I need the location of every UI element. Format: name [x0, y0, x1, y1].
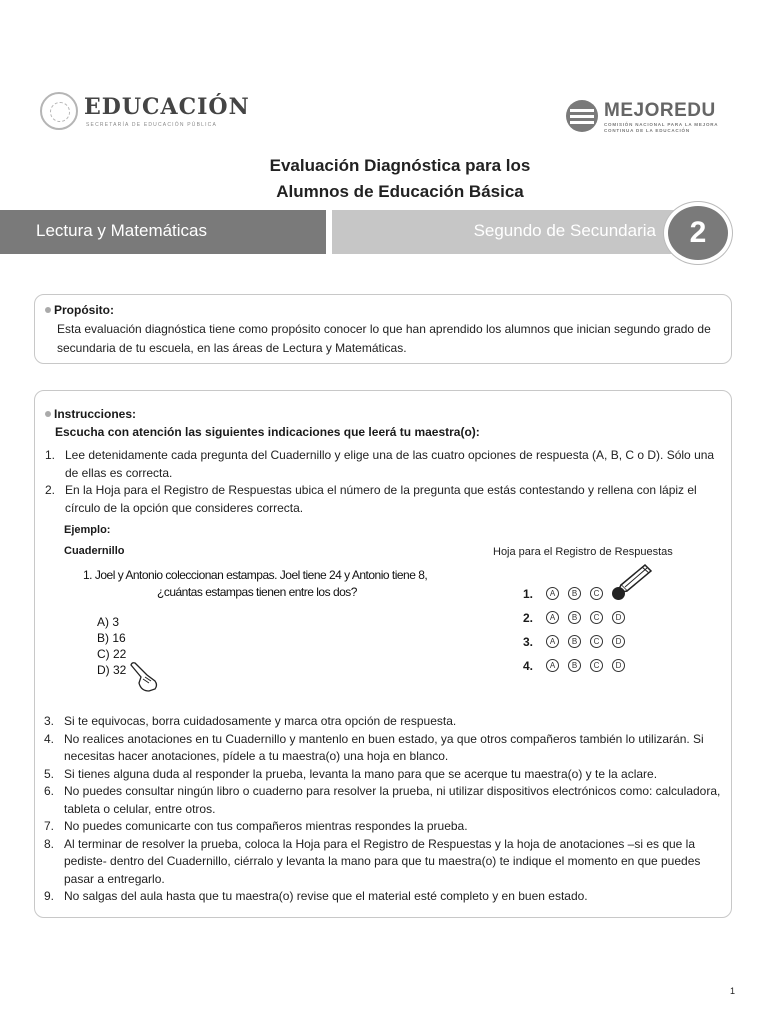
- answer-bubble[interactable]: D: [612, 659, 625, 672]
- answer-row-number: 3.: [523, 635, 534, 649]
- list-item-number: 1.: [45, 448, 56, 462]
- list-item-text: No puedes comunicarte con tus compañeros mientras respondes la prueba.: [64, 819, 468, 833]
- example-question-line2: ¿cuántas estampas tienen entre los dos?: [157, 585, 357, 599]
- answer-row-number: 4.: [523, 659, 534, 673]
- example-option-d: D) 32: [97, 663, 127, 677]
- example-option-b: B) 16: [97, 631, 126, 645]
- purpose-heading: [45, 303, 114, 317]
- document-title-line2: Alumnos de Educación Básica: [276, 182, 524, 201]
- answer-bubble[interactable]: B: [568, 587, 581, 600]
- mejoredu-logo-title: MEJOREDU: [604, 100, 716, 121]
- list-item: [44, 713, 728, 731]
- list-item-text: En la Hoja para el Registro de Respuestas ubica el número de la pregunta que estás contestando y rellena con lápiz el círculo de la opción que consideres correcta.: [65, 483, 697, 515]
- list-item-number: 5.: [44, 766, 55, 781]
- educacion-logo: [40, 92, 250, 136]
- mejoredu-logo-subtitle: COMISIÓN NACIONAL PARA LA MEJORA CONTINUA DE LA EDUCACIÓN: [604, 122, 719, 133]
- list-item-number: 4.: [44, 731, 55, 746]
- list-item: [44, 836, 728, 889]
- instructions-intro: Escucha con atención las siguientes indicaciones que leerá tu maestra(o):: [55, 425, 480, 439]
- answer-row-number: 2.: [523, 611, 534, 625]
- answer-bubble[interactable]: C: [590, 635, 603, 648]
- instructions-list-a: [45, 447, 725, 517]
- answer-row-number: 1.: [523, 587, 534, 601]
- pointing-hand-icon: [127, 661, 161, 697]
- list-item-text: Al terminar de resolver la prueba, coloca la Hoja para el Registro de Respuestas y la hoja de anotaciones –si es que la pediste- dentro del Cuadernillo, ciérralo y levanta la mano para que tu maestra(o) te indique el momento en que puedes pasar a entregarlo.: [64, 836, 701, 886]
- grade-label: Segundo de Secundaria: [473, 221, 656, 240]
- list-item-number: 6.: [44, 784, 55, 798]
- mejoredu-logo: [566, 98, 736, 138]
- answer-row: [523, 635, 663, 651]
- answer-sheet-title: Hoja para el Registro de Respuestas: [493, 546, 673, 558]
- grade-number-badge: [664, 202, 732, 264]
- list-item: [44, 731, 728, 766]
- purpose-text: Esta evaluación diagnóstica tiene como propósito conocer lo que han aprendido los alumnos que inician segundo grado de secundaria de tu escuela, en las áreas de Lectura y Matemáticas.: [57, 322, 711, 355]
- national-seal-icon: [40, 92, 78, 130]
- document-title: [0, 153, 770, 205]
- list-item: [44, 818, 728, 836]
- list-item: [44, 766, 728, 784]
- subject-band: [0, 210, 326, 254]
- grade-band: [332, 210, 702, 254]
- list-item-text: No realices anotaciones en tu Cuadernillo y mantenlo en buen estado, ya que otros compañeros también lo utilizarán. Si necesitas hacer anotaciones, pídele a tu maestra(o) una hoja en blanco.: [64, 731, 704, 763]
- answer-bubble[interactable]: A: [546, 659, 559, 672]
- list-item-text: No salgas del aula hasta que tu maestra(o) revise que el material esté completo y en buen estado.: [64, 889, 588, 903]
- answer-bubble[interactable]: C: [590, 587, 603, 600]
- answer-bubble[interactable]: C: [590, 659, 603, 672]
- list-item-text: Lee detenidamente cada pregunta del Cuadernillo y elige una de las cuatro opciones de respuesta (A, B, C o D). Sólo una de ellas es correcta.: [65, 448, 715, 480]
- page-number: 1: [730, 986, 736, 996]
- bullet-icon: [45, 411, 51, 417]
- answer-bubble[interactable]: A: [546, 611, 559, 624]
- answer-bubble[interactable]: A: [546, 587, 559, 600]
- list-item-number: 3.: [44, 714, 55, 728]
- document-title-line1: Evaluación Diagnóstica para los: [269, 156, 531, 175]
- answer-row: [523, 659, 663, 675]
- answer-bubble-filled[interactable]: [612, 587, 625, 600]
- list-item-number: 9.: [44, 889, 55, 903]
- grade-number: 2: [689, 216, 707, 249]
- answer-bubble[interactable]: D: [612, 635, 625, 648]
- bullet-icon: [45, 307, 51, 313]
- list-item: [45, 482, 725, 517]
- example-option-c: C) 22: [97, 647, 127, 661]
- answer-bubble[interactable]: D: [612, 611, 625, 624]
- list-item-number: 2.: [45, 483, 56, 497]
- educacion-logo-subtitle: SECRETARÍA DE EDUCACIÓN PÚBLICA: [86, 122, 218, 128]
- purpose-title: Propósito:: [54, 303, 114, 317]
- instructions-list-b: [44, 713, 728, 906]
- answer-bubble[interactable]: C: [590, 611, 603, 624]
- answer-bubble[interactable]: B: [568, 659, 581, 672]
- example-question-line1: 1. Joel y Antonio coleccionan estampas. Joel tiene 24 y Antonio tiene 8,: [83, 568, 428, 582]
- example-label: Ejemplo:: [64, 524, 111, 536]
- subject-label: Lectura y Matemáticas: [36, 221, 208, 240]
- instructions-title: Instrucciones:: [54, 407, 137, 421]
- list-item-number: 7.: [44, 819, 55, 833]
- purpose-box: [34, 294, 732, 364]
- educacion-logo-title: EDUCACIÓN: [84, 94, 250, 120]
- list-item: [44, 783, 728, 818]
- answer-bubble[interactable]: A: [546, 635, 559, 648]
- list-item: [44, 888, 728, 906]
- answer-row: [523, 587, 663, 603]
- example-option-a: A) 3: [97, 615, 120, 629]
- answer-row: [523, 611, 663, 627]
- mejoredu-emblem-icon: [566, 100, 598, 132]
- instructions-heading: [45, 407, 136, 421]
- list-item: [45, 447, 725, 482]
- answer-bubble[interactable]: B: [568, 635, 581, 648]
- answer-bubble[interactable]: B: [568, 611, 581, 624]
- booklet-label: Cuadernillo: [64, 545, 125, 557]
- list-item-text: Si tienes alguna duda al responder la prueba, levanta la mano para que se acerque tu maestra(o) y te la aclare.: [64, 766, 658, 781]
- list-item-number: 8.: [44, 836, 55, 851]
- list-item-text: No puedes consultar ningún libro o cuaderno para resolver la prueba, ni utilizar dispositivos electrónicos como: calculadora, tableta o celular, entre otros.: [64, 784, 721, 816]
- list-item-text: Si te equivocas, borra cuidadosamente y marca otra opción de respuesta.: [64, 714, 457, 728]
